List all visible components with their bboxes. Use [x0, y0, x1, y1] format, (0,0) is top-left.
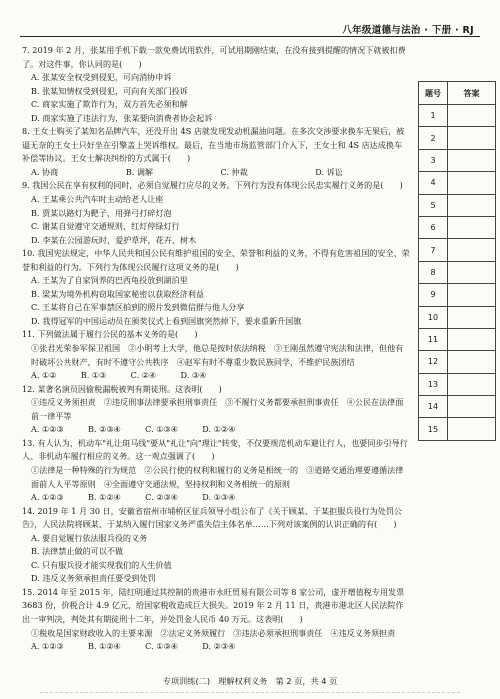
answer-table-row	[419, 172, 496, 194]
question-9	[22, 179, 410, 247]
answer-table-row	[419, 351, 496, 373]
answer-options-row	[22, 166, 410, 180]
header-title: 八年级道德与法治 · 下册 · RJ	[342, 25, 474, 36]
question-stem: 11. 下列做法属于履行公民的基本义务的是( )	[22, 329, 198, 340]
answer-table-row	[419, 418, 496, 440]
answer-option: C. 仲裁	[220, 166, 248, 177]
question-stem: 12. 某著名演员因偷税漏税被判有期徒刑。这表明( )	[22, 383, 222, 394]
answer-option: A. 要自觉履行依法服兵役的义务	[31, 532, 148, 543]
question-number-cell: 2	[419, 127, 448, 149]
header-rule	[20, 36, 480, 37]
answer-option: C. 只有服兵役才能实现我们的人生价值	[31, 559, 172, 570]
answer-option: B. 调解	[125, 166, 154, 177]
answer-cell[interactable]	[448, 418, 496, 440]
answer-choices: A. ①② B. ①③ C. ②④ D. ③④	[31, 370, 207, 381]
answer-table-header-number: 题号	[419, 82, 448, 105]
answer-cell[interactable]	[448, 396, 496, 418]
question-number-cell: 8	[419, 261, 448, 283]
question-stem: 10. 我国宪法规定，中华人民共和国公民有维护祖国的安全、荣誉和利益的义务，不得有危害祖国的安全、荣誉和利益的行为。下列行为体现公民履行这项义务的是( )	[22, 248, 410, 272]
answer-table-row	[419, 216, 496, 238]
answer-table-row	[419, 105, 496, 127]
answer-table-header-answer: 答案	[448, 82, 496, 105]
answer-option: C. 谢某自觉遵守交通规则，红灯停绿灯行	[31, 221, 180, 232]
answer-cell[interactable]	[448, 306, 496, 328]
answer-table	[418, 81, 496, 441]
answer-option: D. 李某在公园游玩时，爱护草坪，花卉、树木	[31, 234, 197, 245]
question-number-cell: 11	[419, 328, 448, 350]
question-number-cell: 12	[419, 351, 448, 373]
answer-option: A. 协商	[31, 166, 59, 177]
answer-option: B. 梁某为境外机构窃取国家秘密以获取经济利益	[31, 288, 204, 299]
statement-list: ①违反义务须担责 ②违反刑事法律要承担刑事责任 ③不履行义务都要承担刑事责任 ④公民在法律面前一律平等	[31, 397, 404, 421]
answer-table-row	[419, 261, 496, 283]
answer-table-row	[419, 284, 496, 306]
question-number-cell: 5	[419, 194, 448, 216]
question-13	[22, 437, 410, 505]
page-footer: 专项训练(二) 理解权利义务 第 2 页，共 4 页	[162, 676, 338, 686]
statement-list: ①法律是一种特殊的行为规范 ②公民行使的权利和履行的义务是相统一的 ③道路交通治理要遵循法律面前人人平等原则 ④全面遵守交通法规，坚持权利和义务相统一的原则	[31, 464, 404, 489]
question-7	[22, 44, 410, 125]
answer-option: B. 贾某以路灯为靶子，用弹弓打碎灯泡	[31, 207, 172, 218]
question-8	[22, 125, 410, 179]
question-number-cell: 14	[419, 396, 448, 418]
cut-line	[40, 692, 460, 699]
answer-option: D. 我得冠军的中国运动员在颁奖仪式上看到国旗突然掉下，要求重新升国旗	[31, 315, 302, 326]
question-number-cell: 13	[419, 373, 448, 395]
answer-cell[interactable]	[448, 127, 496, 149]
answer-choices: A. ①②③ B. ①②④ C. ①③④ D. ②③④	[31, 641, 236, 652]
answer-option: A. 王某为了自家饲养的巴西龟投放到湖泊里	[31, 275, 188, 286]
question-10	[22, 247, 410, 328]
question-number-cell: 3	[419, 149, 448, 171]
answer-table-row	[419, 373, 496, 395]
answer-table-row	[419, 149, 496, 171]
question-11	[22, 328, 410, 382]
answer-cell[interactable]	[448, 351, 496, 373]
answer-cell[interactable]	[448, 149, 496, 171]
answer-cell[interactable]	[448, 328, 496, 350]
answer-table-row	[419, 328, 496, 350]
question-number-cell: 1	[419, 105, 448, 127]
answer-option: C. 王某将自己在军事禁区拍到的照片发到微信群与他人分享	[31, 302, 245, 313]
question-number-cell: 15	[419, 418, 448, 440]
question-number-cell: 9	[419, 284, 448, 306]
questions-column	[22, 44, 410, 654]
question-stem: 15. 2014 年至 2015 年，陆红明通过其控制的贵港市永旺贸易有限公司等 8 家公司，虚开增值税专用发票 3683 份，价税合计 4.9 亿元，给国家税收造成巨大损失。2019 年 2 月 11 日，贵港市港北区人民法院作出一审判决，判处其有期徒刑十二年，并处罚金人民币 40 万元。这表明( )	[22, 586, 405, 624]
answer-table-row	[419, 194, 496, 216]
answer-cell[interactable]	[448, 284, 496, 306]
answer-choices: A. ①②③ B. ②③④ C. ①③④ D. ①②④	[31, 424, 236, 435]
question-number-cell: 7	[419, 239, 448, 261]
question-stem: 8. 王女士购买了某知名品牌汽车，还没开出 4S 店就发现发动机漏油问题。在多次交涉要求换车无果后，被逼无奈的王女士只好坐在引擎盖上哭诉维权。最后，在当地市场监管部门介入下，王女士和 4S 店达成换车补偿等协议。王女士解决纠纷的方式属于( )	[22, 126, 405, 164]
answer-option: D. 违反义务须承担责任要受到处罚	[31, 573, 156, 584]
answer-cell[interactable]	[448, 194, 496, 216]
page-header	[0, 0, 500, 42]
answer-option: A. 张某安全权受到侵犯，可向消协申诉	[31, 72, 172, 83]
answer-option: A. 王某乘公共汽车时主动给老人让座	[31, 194, 164, 205]
answer-cell[interactable]	[448, 216, 496, 238]
answer-table-row	[419, 396, 496, 418]
statement-list: ①张君光荣参军保卫祖国 ②小明考上大学，他总是按时依法纳税 ③王刚虽然遵守宪法和法律，但他有时破坏公共财产，有时不遵守公共秩序 ④赵军有时不尊重少数民族同学，不维护民族团结	[31, 343, 404, 367]
answer-table-row	[419, 239, 496, 261]
answer-option: B. 张某知情权受到侵犯，可向有关部门投诉	[31, 85, 188, 96]
question-number-cell: 4	[419, 172, 448, 194]
statement-list: ①税收是国家财政收入的主要来源 ②法定义务须履行 ③违法必须承担刑事责任 ④违反义务须担责	[31, 627, 396, 638]
question-12	[22, 383, 410, 437]
question-number-cell: 10	[419, 306, 448, 328]
question-stem: 7. 2019 年 2 月，张某用手机下载一款免费试用软件，可试用期刚结束，在没有接到提醒的情况下就被扣费了。对这件事，你认同的是( )	[22, 45, 406, 69]
question-15	[22, 586, 410, 654]
answer-choices: A. ①②③ B. ①②④ C. ②③④ D. ①③④	[31, 492, 236, 503]
question-stem: 13. 有人认为，机动车"礼让斑马线"要从"礼让"向"理让"转变，不仅要规范机动车避让行人，也要同步引导行人、非机动车履行相应的义务。这一观点强调了( )	[22, 437, 408, 462]
question-14	[22, 505, 410, 586]
answer-cell[interactable]	[448, 373, 496, 395]
answer-option: B. 法律禁止做的可以不做	[31, 546, 124, 557]
question-stem: 14. 2019 年 1 月 30 日，安徽省宿州市埇桥区征兵领导小组公布了《关于顾某、于某拒服兵役行为处罚公告》，人民法院将顾某、于某纳入履行国家义务严重失信主体名单……下列对该案例的认识正确的有( )	[22, 505, 403, 530]
question-number-cell: 6	[419, 216, 448, 238]
answer-cell[interactable]	[448, 172, 496, 194]
answer-option: C. 商家实施了欺诈行为，双方首先必须和解	[31, 99, 188, 110]
answer-table-row	[419, 127, 496, 149]
question-stem: 9. 我国公民在享有权利的同时，必须自觉履行应尽的义务。下列行为没有体现公民忠实履行义务的是( )	[22, 180, 403, 191]
answer-table-row	[419, 306, 496, 328]
answer-cell[interactable]	[448, 105, 496, 127]
answer-option: D. 商家实施了违法行为，张某要向消费者协会起诉	[31, 112, 213, 123]
answer-cell[interactable]	[448, 239, 496, 261]
answer-cell[interactable]	[448, 261, 496, 283]
answer-option: D. 诉讼	[315, 166, 343, 177]
